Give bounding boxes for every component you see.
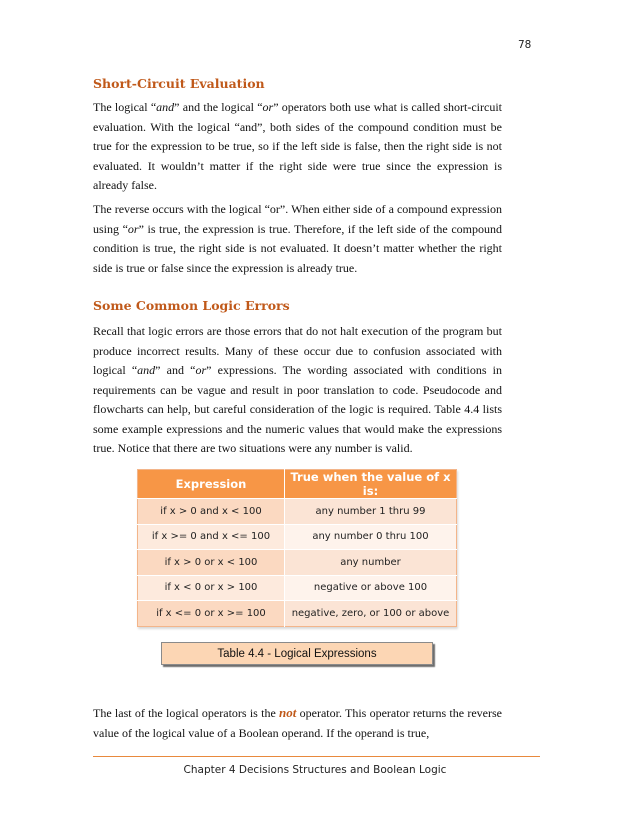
- footer-chapter-title: Chapter 4 Decisions Structures and Boolean Logic: [183, 764, 447, 776]
- table-caption: Table 4.4 - Logical Expressions: [161, 642, 433, 665]
- table-row: [138, 550, 457, 576]
- true-when-cell: negative or above 100: [285, 575, 457, 601]
- section-heading-logic-errors: Some Common Logic Errors: [93, 298, 290, 313]
- true-when-cell: any number 1 thru 99: [285, 499, 457, 525]
- column-header-expression: Expression: [138, 470, 285, 499]
- table-header-row: [138, 470, 457, 499]
- expression-cell: if x > 0 and x < 100: [138, 499, 285, 525]
- expression-cell: if x < 0 or x > 100: [138, 575, 285, 601]
- logical-expressions-table: [137, 469, 457, 627]
- not-keyword: not: [279, 705, 297, 720]
- paragraph-not-operator: The last of the logical operators is the not operator. This operator returns the reverse value of the logical value of a Boolean operand. If the operand is true,: [93, 705, 502, 740]
- table-row: [138, 499, 457, 525]
- footer-divider: [93, 756, 540, 757]
- column-header-true-when: True when the value of x is:: [285, 470, 457, 499]
- paragraph-logic-errors: Recall that logic errors are those errors that do not halt execution of the program but produce incorrect results. Many of these occur due to confusion associated with logical “and” and “or” expressions. The wording associated with conditions in requirements can be vague and result in poor translation to code. Pseudocode and flowcharts can help, but careful consideration of the logic is required. Table 4.4 lists some example expressions and the numeric values that would make the expressions true. Notice that there are two situations were any number is valid.: [93, 324, 503, 455]
- true-when-cell: negative, zero, or 100 or above: [285, 601, 457, 627]
- table-row: [138, 575, 457, 601]
- page-number: 78: [518, 39, 532, 51]
- true-when-cell: any number: [285, 550, 457, 576]
- paragraph-short-circuit-and: The logical “and” and the logical “or” operators both use what is called short-circuit evaluation. With the logical “and”, both sides of the compound condition must be true for the expression to be true, so if the left side is false, then the right side is not evaluated. It wouldn’t matter if the right side were true since the expression is already false.: [93, 100, 502, 192]
- section-heading-short-circuit: Short-Circuit Evaluation: [93, 76, 265, 91]
- paragraph-short-circuit-or: The reverse occurs with the logical “or”. When either side of a compound expression using “or” is true, the expression is true. Therefore, if the left side of the compound condition is true, the right side is not evaluated. It doesn’t matter whether the right side is true or false since the expression is already true.: [93, 202, 502, 275]
- expression-cell: if x <= 0 or x >= 100: [138, 601, 285, 627]
- table-row: [138, 601, 457, 627]
- expression-cell: if x > 0 or x < 100: [138, 550, 285, 576]
- true-when-cell: any number 0 thru 100: [285, 524, 457, 550]
- expression-cell: if x >= 0 and x <= 100: [138, 524, 285, 550]
- table-row: [138, 524, 457, 550]
